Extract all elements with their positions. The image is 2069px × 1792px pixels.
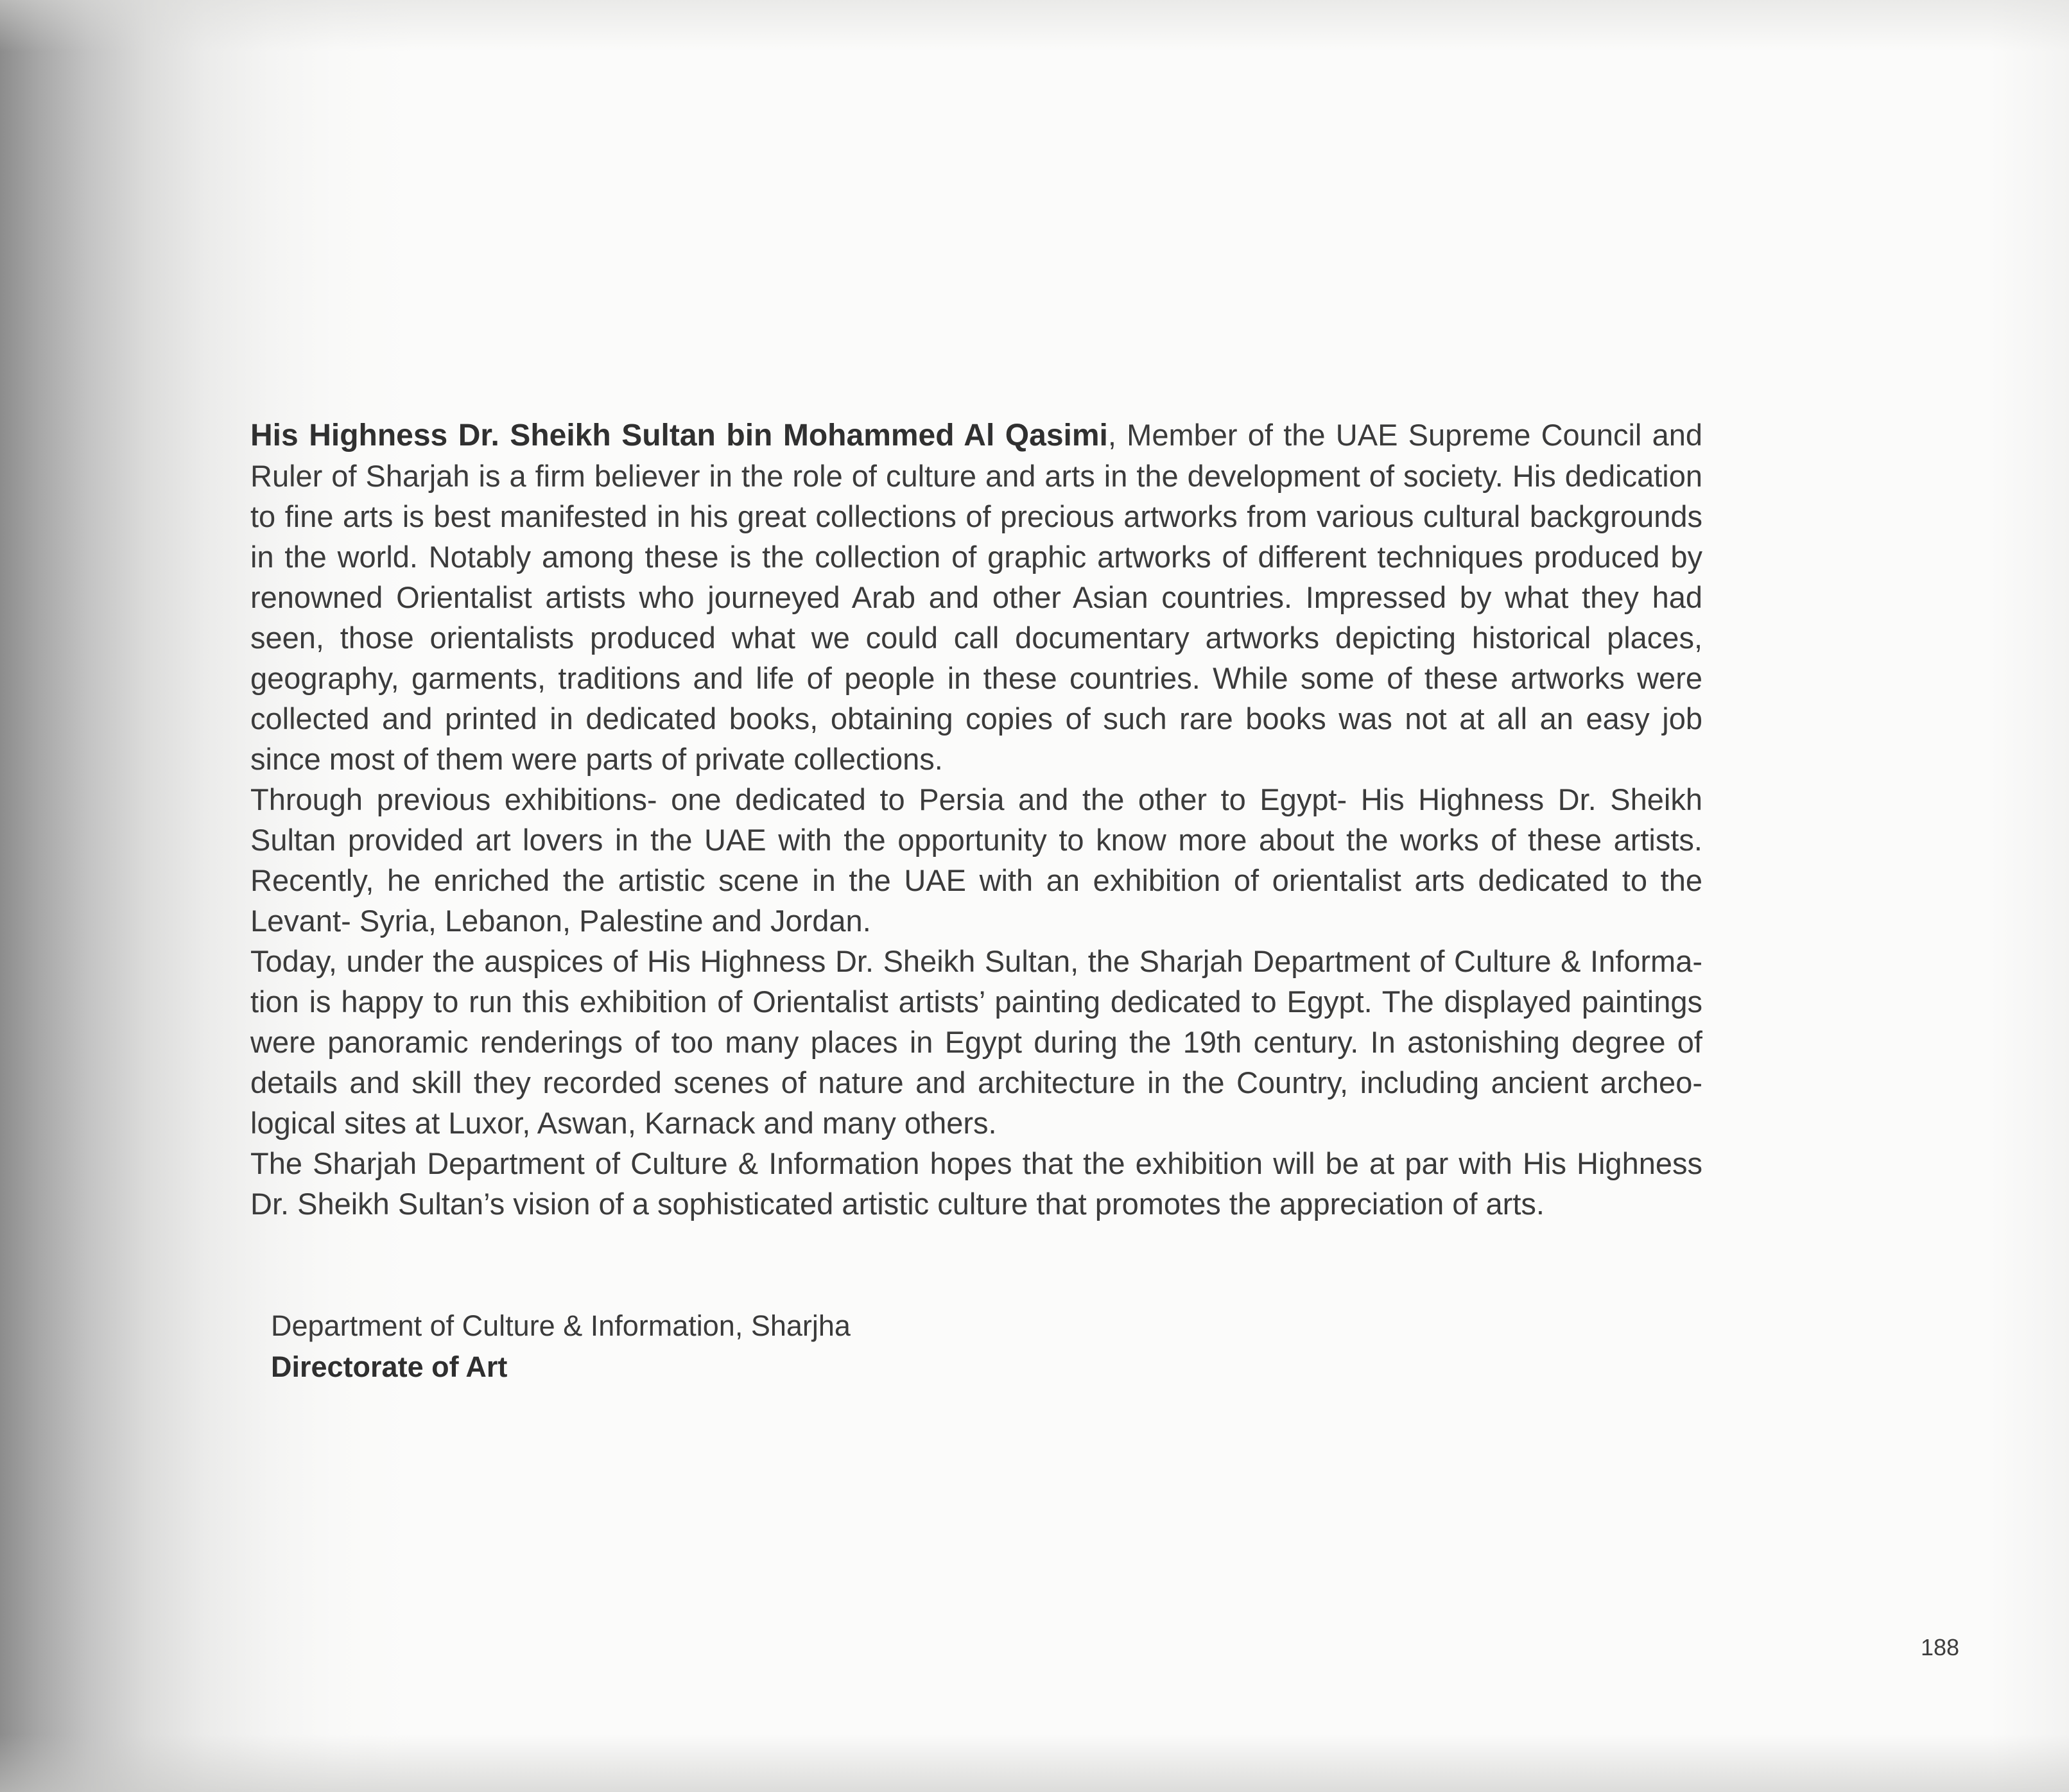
page-top-shade [0,0,2069,51]
paragraph-1 [250,415,1702,779]
page-number: 188 [1921,1634,1960,1660]
paragraph-2: Through previous exhibitions- one dedicated to Persia and the other to Egypt- His Highness Dr. Sheikh Sultan provided art lovers in the UAE with the opportunity to know more about the works of these artists. Recently, he enriched the artistic scene in the UAE with an exhibition of orientalist arts dedicated to the Levant- Syria, Lebanon, Palestine and Jordan. [250,782,1702,938]
signature-block [271,1305,851,1388]
signature-directorate: Directorate of Art [271,1350,508,1383]
paragraph-4: The Sharjah Department of Culture & Information hopes that the exhibition will be at par with His Highness Dr. Sheikh Sultan’s vision of a sophisticated artistic culture that promotes the appreciation of arts. [250,1146,1702,1221]
paragraph-1-text: , Member of the UAE Supreme Council and Ruler of Sharjah is a firm believer in the role of culture and arts in the development of society. His dedication to fine arts is best manifested in his great collections of precious artworks from various cultural backgrounds in the world. Notably among these is the collection of graphic artworks of different techniques produced by renowned Orientalist artists who journeyed Arab and other Asian countries. Impressed by what they had seen, those orientalists produced what we could call documentary artworks depicting historical places, geography, garments, traditions and life of people in these countries. While some of these artworks were collected and printed in dedicated books, obtaining copies of such rare books was not at all an easy job since most of them were parts of private collections. [250,418,1702,776]
body-text [250,415,1702,1224]
paragraph-lead-name: His Highness Dr. Sheikh Sultan bin Mohammed Al Qasimi [250,418,1108,452]
signature-department: Department of Culture & Information, Sharjha [271,1309,851,1342]
paragraph-3: Today, under the auspices of His Highness Dr. Sheikh Sultan, the Sharjah Department of Culture & Information is happy to run this exhibition of Orientalist artists’ painting dedicated to Egypt. The displayed paintings were panoramic renderings of too many places in Egypt during the 19th century. In astonishing degree of details and skill they recorded scenes of nature and architecture in the Country, including ancient archeological sites at Luxor, Aswan, Karnack and many others. [250,944,1702,1140]
page-bottom-shade [0,1734,2069,1792]
